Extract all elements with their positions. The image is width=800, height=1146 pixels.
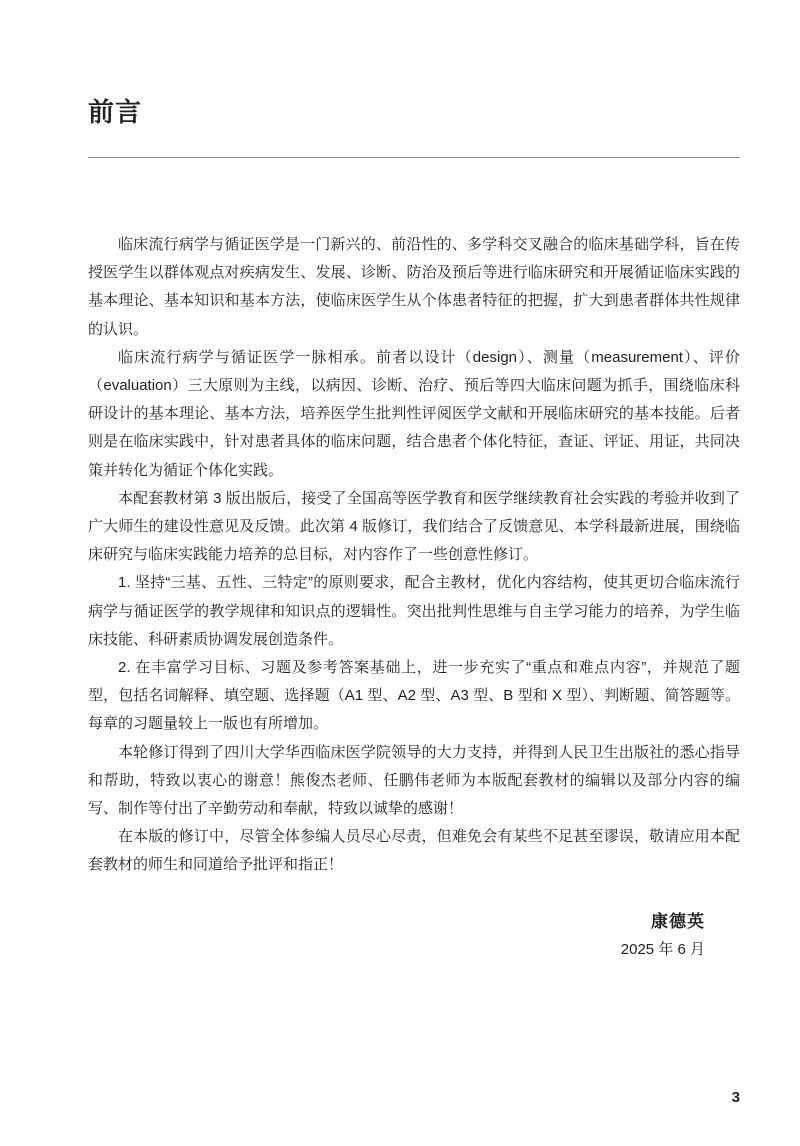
page-title: 前言 <box>88 98 143 128</box>
signature-author: 康德英 <box>651 912 705 932</box>
preface-body <box>88 231 740 880</box>
paragraph: 在本版的修订中，尽管全体参编人员尽心尽责，但难免会有某些不足甚至谬误，敬请应用本配套教材的师生和同道给予批评和指正！ <box>88 828 740 874</box>
signature-date: 2025 年 6 月 <box>620 941 705 958</box>
page-number: 3 <box>731 1089 740 1106</box>
paragraph: 本配套教材第 3 版出版后，接受了全国高等医学教育和医学继续教育社会实践的考验并收到了广大师生的建设性意见及反馈。此次第 4 版修订，我们结合了反馈意见、本学科最新进展，围绕临床研究与临床实践能力培养的总目标，对内容作了一些创意性修订。 <box>88 489 740 564</box>
paragraph: 2. 在丰富学习目标、习题及参考答案基础上，进一步充实了“重点和难点内容”，并规范了题型，包括名词解释、填空题、选择题（A1 型、A2 型、A3 型、B 型和 X 型）、判断题、简答题等。每章的习题量较上一版也有所增加。 <box>88 659 740 733</box>
paragraph: 临床流行病学与循证医学一脉相承。前者以设计（design）、测量（measurement）、评价（evaluation）三大原则为主线，以病因、诊断、治疗、预后等四大临床问题为抓手，围绕临床科研设计的基本理论、基本方法，培养医学生批判性评阅医学文献和开展临床研究的基本技能。后者则是在临床实践中，针对患者具体的临床问题，结合患者个体化特征，查证、评证、用证，共同决策并转化为循证个体化实践。 <box>88 348 740 479</box>
paragraph: 1. 坚持“三基、五性、三特定”的原则要求，配合主教材，优化内容结构，使其更切合临床流行病学与循证医学的教学规律和知识点的逻辑性。突出批判性思维与自主学习能力的培养，为学生临床技能、科研素质协调发展创造条件。 <box>88 574 740 648</box>
signature-block <box>621 908 705 964</box>
paragraph: 本轮修订得到了四川大学华西临床医学院领导的大力支持，并得到人民卫生出版社的悉心指导和帮助，特致以衷心的谢意！熊俊杰老师、任鹏伟老师为本版配套教材的编辑以及部分内容的编写、制作等付出了辛勤劳动和奉献，特致以诚挚的感谢！ <box>88 743 740 818</box>
title-divider <box>88 157 740 158</box>
paragraph: 临床流行病学与循证医学是一门新兴的、前沿性的、多学科交叉融合的临床基础学科，旨在传授医学生以群体观点对疾病发生、发展、诊断、防治及预后等进行临床研究和开展循证临床实践的基本理论、基本知识和基本方法，使临床医学生从个体患者特征的把握，扩大到患者群体共性规律的认识。 <box>88 236 740 338</box>
